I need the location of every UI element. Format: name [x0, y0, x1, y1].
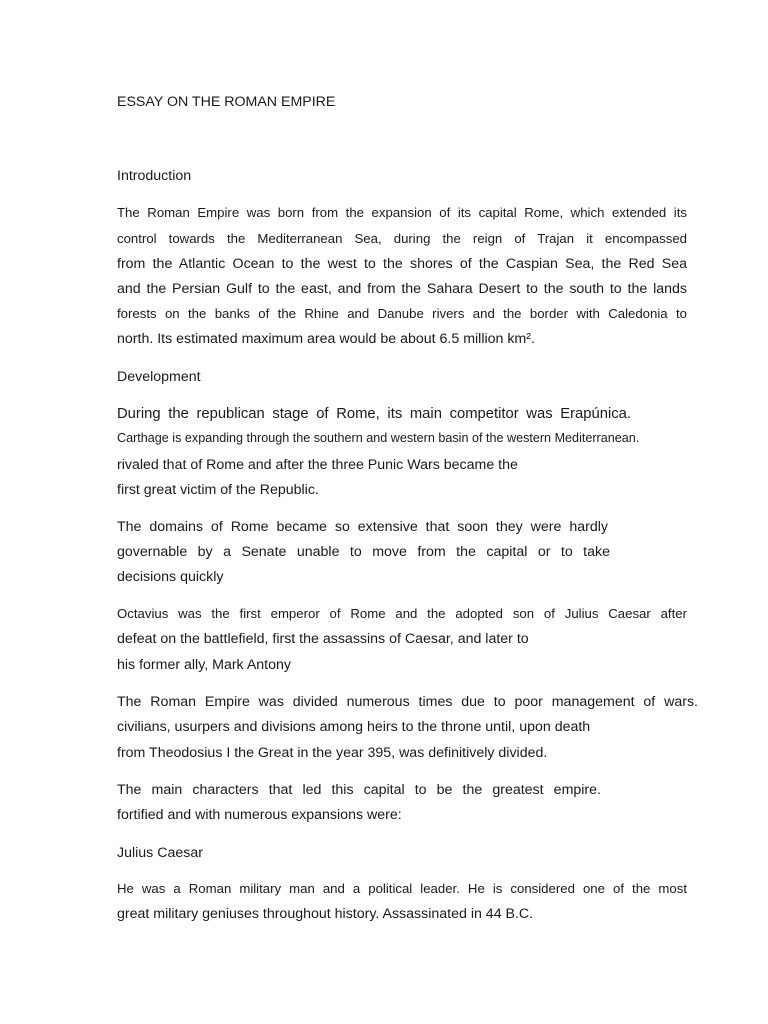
development-line: Carthage is expanding through the southern and western basin of the western Mediterranean.	[117, 431, 640, 445]
intro-line: north. Its estimated maximum area would be about 6.5 million km².	[117, 331, 535, 347]
development-line: defeat on the battlefield, first the assassins of Caesar, and later to	[117, 631, 529, 647]
caesar-line: He was a Roman military man and a political leader. He is considered one of the most	[117, 881, 687, 896]
development-line: civilians, usurpers and divisions among heirs to the throne until, upon death	[117, 719, 591, 735]
development-line: fortified and with numerous expansions were:	[117, 807, 402, 823]
intro-line: from the Atlantic Ocean to the west to the shores of the Caspian Sea, the Red Sea	[117, 256, 687, 272]
section-heading-development: Development	[117, 369, 201, 385]
document-title: ESSAY ON THE ROMAN EMPIRE	[117, 94, 336, 110]
intro-line: The Roman Empire was born from the expansion of its capital Rome, which extended its	[117, 205, 687, 220]
development-line: rivaled that of Rome and after the three Punic Wars became the	[117, 457, 518, 473]
development-line: During the republican stage of Rome, its main competitor was Erapúnica.	[117, 406, 631, 422]
development-line: Octavius was the first emperor of Rome and the adopted son of Julius Caesar after	[117, 606, 687, 621]
development-line: The main characters that led this capital to be the greatest empire.	[117, 782, 601, 798]
development-line: The domains of Rome became so extensive that soon they were hardly	[117, 519, 608, 535]
section-heading-julius-caesar: Julius Caesar	[117, 845, 203, 861]
intro-line: control towards the Mediterranean Sea, during the reign of Trajan it encompassed	[117, 231, 687, 246]
intro-line: and the Persian Gulf to the east, and from the Sahara Desert to the south to the lands	[117, 281, 687, 297]
section-heading-introduction: Introduction	[117, 168, 192, 184]
development-line: governable by a Senate unable to move from the capital or to take	[117, 544, 610, 560]
intro-line: forests on the banks of the Rhine and Danube rivers and the border with Caledonia to	[117, 306, 687, 321]
development-line: first great victim of the Republic.	[117, 482, 319, 498]
development-line: decisions quickly	[117, 569, 224, 585]
caesar-line: great military geniuses throughout history. Assassinated in 44 B.C.	[117, 906, 534, 922]
development-line: The Roman Empire was divided numerous times due to poor management of wars.	[117, 694, 698, 710]
development-line: from Theodosius I the Great in the year 395, was definitively divided.	[117, 745, 548, 761]
development-line: his former ally, Mark Antony	[117, 657, 291, 673]
